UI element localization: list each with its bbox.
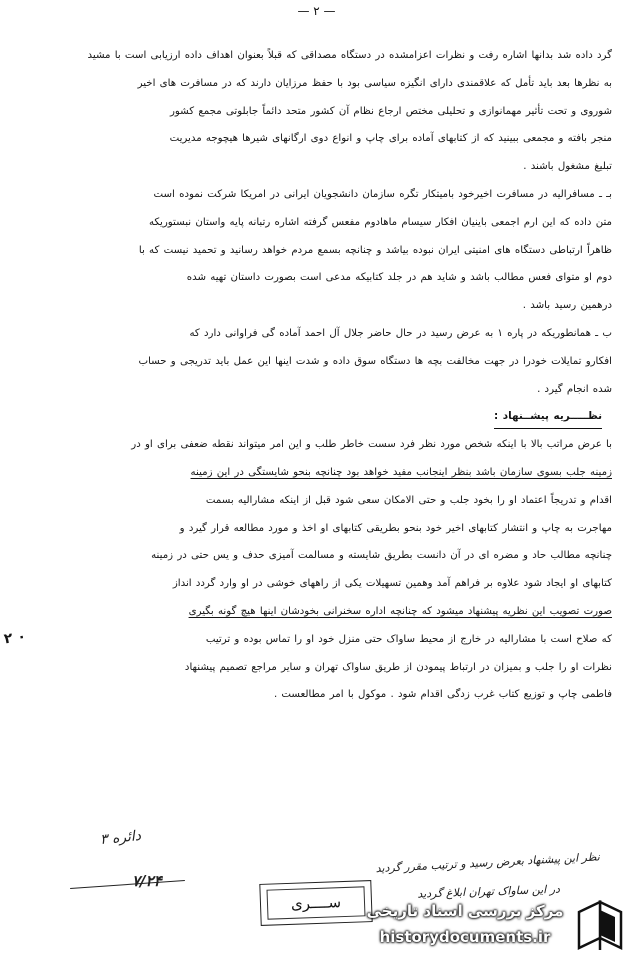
text-line: فاطمی چاپ و توزیع کتاب غرب زدگی اقدام شود . موکول با امر مطالعست .: [273, 689, 612, 701]
text-line: دوم او متوای فعس مطالب باشد و شاید هم در جلد کتابیکه مدعی است بصورت داستان تهیه شده: [186, 272, 612, 284]
text-line: به نظرها بعد باید تأمل که علاقمندی دارای انگیزه سیاسی بود با حفظ مرزایان دارند که در مسافرت های اخیر: [137, 77, 612, 89]
margin-note: ۲ ۰: [2, 628, 27, 648]
watermark-title: مرکز بررسی اسناد تاریخی: [366, 902, 564, 920]
text-line: کتابهای او ایجاد شود علاوه بر فراهم آمد وهمین تسهیلات یکی از راههای خوشی در او وارد گردد انداز: [172, 578, 612, 590]
text-line: شده انجام گیرد .: [537, 383, 612, 395]
book-icon: [575, 898, 625, 954]
text-line: متن داده که این ارم اجمعی باینیان افکار سیسام ماهادوم مفعس گرفته اشاره رتبانه پایه واستان نبستوریکه: [148, 216, 612, 228]
text-line: افکارو تمایلات خودرا در جهت مخالفت بچه ها دستگاه سوق داده و شدت اینها این عمل باید تدریجی و حساب: [138, 355, 612, 367]
text-line: نظرات او را جلب و بمیزان در ارتباط پیمودن از طریق ساواک تهران و سایر مراجع تصمیم پیشنهاد: [184, 661, 612, 673]
text-line: بـ ـ مسافرالیه در مسافرت اخیرخود بامیتکار تگره سازمان دانشجویان ایرانی در امریکا شرکت نموده است: [153, 188, 612, 200]
document-body: [22, 42, 612, 709]
text-line: تبلیغ مشغول باشند .: [523, 161, 612, 173]
signature-left: [70, 827, 220, 900]
handwritten-line: در این ساواک تهران ابلاغ گردید: [417, 882, 561, 901]
text-line: ب ـ همانطوریکه در پاره ۱ به عرض رسید در حال حاضر جلال آل احمد آماده گی فراوانی دارد که: [189, 327, 612, 339]
text-line: درهمین رسید باشد .: [522, 300, 612, 312]
signature-date: ۷/۲۴: [132, 872, 162, 890]
text-line: زمینه جلب بسوی سازمان باشد بنظر اینجانب مفید خواهد بود چنانچه بنحو شایستگی در این زمینه: [190, 466, 612, 478]
signature-rule: [70, 880, 185, 889]
watermark-url: historydocuments.ir: [379, 928, 551, 946]
text-line: صورت تصویب این نظریه پیشنهاد میشود که چنانچه اداره سخنرانی بخودشان اینها هیچ گونه بگیری: [188, 605, 612, 617]
text-line: با عرض مراتب بالا با اینکه شخص مورد نظر فرد سست خاطر طلب و این امر میتواند نقطه ضعفی برای او در: [131, 439, 612, 451]
page-number: — ۲ —: [297, 4, 336, 18]
text-line: اقدام و تدریجاً اعتماد او را بخود جلب و حتی الامکان سعی شود قبل از اینکه مشارالیه بسمت: [205, 494, 612, 506]
section-heading: نظـــــریه پیشــنهاد :: [494, 406, 602, 429]
signature-line: دائره ۳: [99, 827, 142, 849]
text-line: شوروی و تحت تأثیر مهمانوازی و تحلیلی مختص ارجاع نظام آن کشور متحد دائماً جابلوتی مجمع کشور: [169, 105, 612, 117]
text-line: ظاهراً ارتباطی دستگاه های امنیتی ایران نبوده بیاشد و چنانچه بسمع مردم خواهد رسانید و تحمید نیست که با: [138, 244, 612, 256]
text-line: گرد داده شد بدانها اشاره رفت و نظرات اعزامشده در دستگاه مصداقی که قبلاً بعنوان اهداف داده ارزیابی است با مشید: [87, 50, 612, 61]
text-line: منجر بافته و مجمعی ببینید که از کتابهای آماده برای چاپ و انواع دوی ارگانهای شیرها هیچوجه مدیریت: [169, 133, 612, 145]
text-line: چنانچه مطالب حاد و مضره ای در آن دانست بطریق شایسته و مسالمت آمیزی حدف و یس حتی در زمینه: [151, 550, 612, 562]
stamp-text: ســــری: [267, 886, 366, 919]
text-line: مهاجرت به چاپ و انتشار کتابهای اخیر خود بنحو بطریقی کتابهای او اخذ و مورد مطالعه قرار گیرد و: [179, 522, 612, 534]
text-line: که صلاح است با مشارالیه در خارج از محیط ساواک حتی منزل خود او را تماس بوده و ترتیب: [205, 633, 612, 645]
handwritten-line: نظر این پیشنهاد بعرض رسید و ترتیب مقرر گردید: [375, 850, 601, 876]
